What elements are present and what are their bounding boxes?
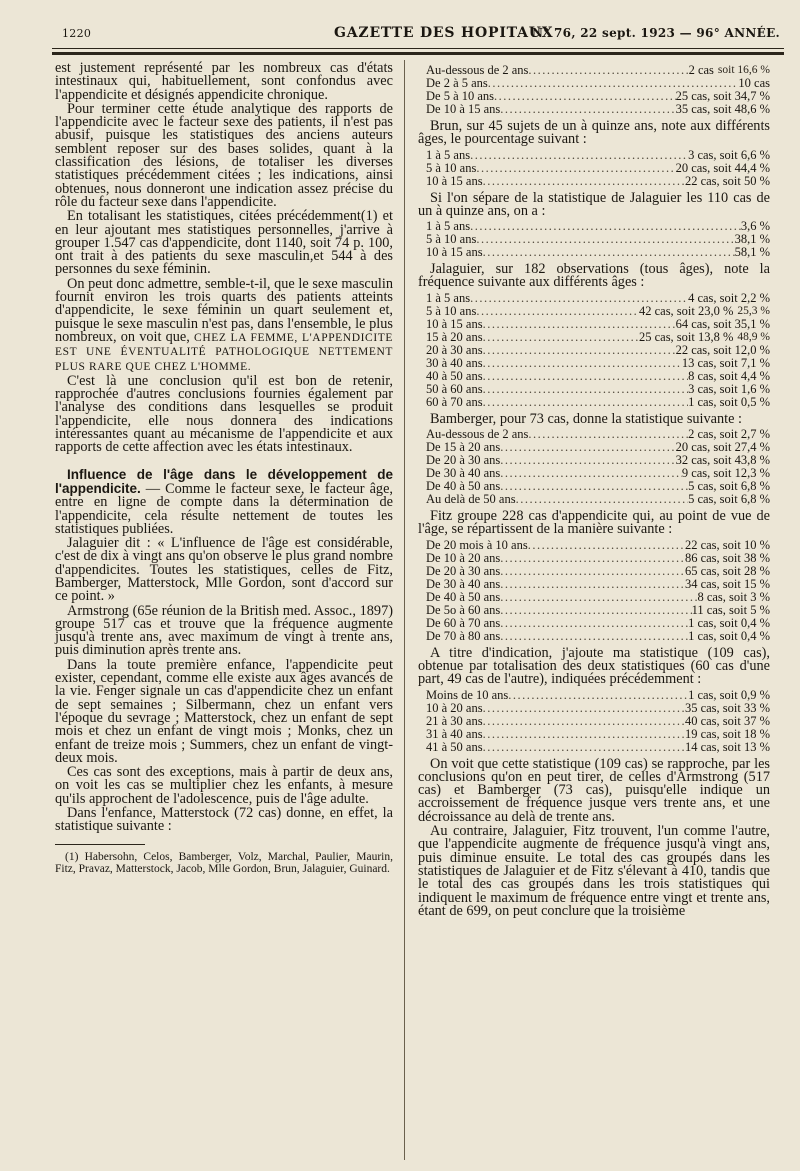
stat-label: De 20 mois à 10 ans — [426, 537, 528, 552]
stat-row — [426, 357, 770, 370]
stat-value: 58,1 % — [734, 245, 770, 260]
stat-label: Au-dessous de 2 ans — [426, 63, 529, 77]
stat-row — [426, 383, 770, 396]
stat-value: 1 cas, soit 0,9 % — [688, 687, 770, 702]
paragraph: Dans l'enfance, Matterstock (72 cas) donne, en effet, la statistique suivante : — [55, 805, 393, 835]
stat-label: 40 à 50 ans — [426, 368, 483, 383]
leader-dots — [500, 591, 697, 604]
stat-table-jalaguier-all — [426, 292, 770, 409]
stat-value: 10 cas — [738, 76, 770, 90]
leader-dots — [483, 175, 685, 188]
stat-label: De 40 à 50 ans — [426, 589, 501, 604]
stat-label: 60 à 70 ans — [426, 394, 483, 409]
stat-label: De 40 à 50 ans — [426, 479, 501, 494]
leader-dots — [483, 715, 685, 728]
stat-value: 1 cas, soit 0,5 % — [688, 394, 770, 409]
leader-dots — [500, 617, 688, 630]
leader-dots — [508, 689, 688, 702]
leader-dots — [500, 441, 675, 454]
stat-group-total: soit 16,6 % — [717, 64, 770, 76]
leader-dots — [500, 454, 675, 467]
leader-dots — [500, 630, 688, 643]
stat-row — [426, 175, 770, 188]
stat-row — [426, 162, 770, 175]
leader-dots — [483, 246, 735, 259]
stat-label: 21 à 30 ans — [426, 713, 483, 728]
paragraph: Bamberger, pour 73 cas, donne la statistique suivante : — [430, 410, 743, 427]
stat-row — [426, 292, 770, 305]
stat-row — [426, 318, 770, 331]
stat-value: 38,1 % — [734, 232, 770, 247]
stat-label: 1 à 5 ans — [426, 290, 471, 305]
leader-dots — [476, 162, 675, 175]
stat-value: 8 cas, soit 4,4 % — [688, 368, 770, 383]
stat-value: 20 cas, soit 44,4 % — [675, 160, 770, 175]
stat-value: 35 cas, soit 48,6 % — [675, 102, 770, 116]
leader-dots — [494, 90, 676, 103]
page-header — [52, 24, 780, 46]
stat-value: 22 cas, soit 12,0 % — [675, 342, 770, 357]
leader-dots — [483, 370, 688, 383]
footnote-rule — [55, 844, 145, 845]
stat-label: De 20 à 30 ans — [426, 453, 501, 468]
stat-value: 13 cas, soit 7,1 % — [681, 355, 770, 370]
stat-label: 20 à 30 ans — [426, 342, 483, 357]
stat-value: 4 cas, soit 2,2 % — [688, 290, 770, 305]
stat-row — [426, 103, 770, 116]
stat-label: 41 à 50 ans — [426, 739, 483, 754]
footnote: (1) Habersohn, Celos, Bamberger, Volz, Marchal, Paulier, Maurin, Fitz, Pravaz, Matterstock, Jacob, Mlle Gordon, Brun, Jalaguier, Guinard. — [55, 850, 393, 875]
stat-value: 3,6 % — [740, 219, 770, 234]
stat-label: De 5o à 60 ans — [426, 602, 501, 617]
paragraph-text: — Comme le facteur sexe, le facteur âge, entre en ligne de compte dans la détermination de l'appendicite, cela résulte nettement de toutes les statistiques publiées. — [55, 480, 393, 537]
stat-table-bamberger — [426, 428, 770, 506]
leader-dots — [483, 383, 688, 396]
stat-table-fitz — [426, 539, 770, 643]
stat-label: 5 à 10 ans — [426, 303, 477, 318]
stat-label: De 30 à 40 ans — [426, 466, 501, 481]
stat-value: 32 cas, soit 43,8 % — [675, 453, 770, 468]
stat-label: De 70 à 80 ans — [426, 628, 501, 643]
stat-label: De 60 à 70 ans — [426, 615, 501, 630]
leader-dots — [476, 233, 734, 246]
stat-label: 30 à 40 ans — [426, 355, 483, 370]
stat-value: 22 cas, soit 10 % — [684, 537, 770, 552]
header-rule-thick — [52, 52, 784, 55]
stat-label: Au delà de 50 ans — [426, 492, 516, 507]
leader-dots — [483, 331, 639, 344]
stat-label: 10 à 15 ans — [426, 173, 483, 188]
stat-value: 34 cas, soit 15 % — [684, 576, 770, 591]
stat-row — [426, 578, 770, 591]
section-heading: Influence de l'âge dans le développement de l'appendicite. — [55, 466, 393, 496]
stat-row — [426, 702, 770, 715]
stat-row — [426, 630, 770, 643]
stat-label: Au-dessous de 2 ans — [426, 427, 529, 442]
stat-value: 86 cas, soit 38 % — [684, 550, 770, 565]
leader-dots — [500, 552, 685, 565]
stat-value: 42 cas, soit 23,0 % — [638, 303, 734, 318]
leader-dots — [516, 493, 689, 506]
column-separator — [404, 60, 405, 1160]
leader-dots — [483, 318, 676, 331]
paragraph: Si l'on sépare de la statistique de Jalaguier les 110 cas de un à quinze ans, on a : — [418, 189, 770, 219]
leader-dots — [483, 728, 685, 741]
left-column — [55, 62, 393, 876]
stat-row — [426, 246, 770, 259]
stat-value: 2 cas, soit 2,7 % — [688, 427, 770, 442]
header-rule-thin — [52, 48, 784, 49]
paragraph: A titre d'indication, j'ajoute ma statistique (109 cas), obtenue par totalisation des deux statistiques (60 cas d'une part, 49 cas de l'autre), indiquées précédemment : — [418, 644, 770, 688]
stat-label: De 10 à 20 ans — [426, 550, 501, 565]
stat-group-total: 48,9 % — [737, 330, 770, 343]
stat-value: 5 cas, soit 6,8 % — [688, 492, 770, 507]
stat-row — [426, 591, 770, 604]
stat-value: 35 cas, soit 33 % — [684, 700, 770, 715]
stat-value: 1 cas, soit 0,4 % — [688, 628, 770, 643]
paragraph: Jalaguier dit : « L'influence de l'âge est considérable, c'est de dix à vingt ans qu'on observe le plus grand nombre d'appendicites. Toutes les statistiques, celles de Fitz, Bamberger, Matterstock, Mlle Gordon, sont d'accord sur ce point. » — [55, 535, 393, 605]
stat-row — [426, 305, 770, 318]
stat-row — [426, 370, 770, 383]
leader-dots — [528, 539, 685, 552]
leader-dots — [500, 103, 675, 116]
stat-label: De 30 à 40 ans — [426, 576, 501, 591]
page-number: 1220 — [62, 27, 92, 40]
stat-row — [426, 617, 770, 630]
stat-row — [426, 493, 770, 506]
paragraph: Jalaguier, sur 182 observations (tous âges), note la fréquence suivante aux différents âges : — [418, 261, 770, 291]
stat-row — [426, 741, 770, 754]
leader-dots — [483, 702, 685, 715]
paragraph: Dans la toute première enfance, l'appendicite peut exister, cependant, comme elle existe aux âges avancés de la vie. Fenger signale un cas d'appendicite chez un enfant de sept semaines ; Silbermann, chez un enfant vers l'époque du sevrage ; Matterstock, chez un enfant de sept mois et chez un enfant de vingt mois ; Monks, chez un enfant de treize mois ; Summers, chez un enfant de vingt-deux mois. — [55, 656, 393, 766]
leader-dots — [470, 292, 688, 305]
leader-dots — [500, 604, 691, 617]
stat-label: 5 à 10 ans — [426, 160, 477, 175]
leader-dots — [483, 357, 682, 370]
stat-row — [426, 396, 770, 409]
emphasized-conclusion: CHEZ LA FEMME, L'APPENDICITE EST UNE ÉVENTUALITÉ PATHOLOGIQUE NETTEMENT PLUS RARE QUE CHEZ L'HOMME. — [55, 331, 393, 373]
stat-value: 3 cas, soit 6,6 % — [688, 147, 770, 162]
leader-dots — [500, 578, 685, 591]
leader-dots — [500, 565, 685, 578]
stat-label: 10 à 15 ans — [426, 316, 483, 331]
leader-dots — [476, 305, 639, 318]
stat-label: De 15 à 20 ans — [426, 440, 501, 455]
stat-value: 20 cas, soit 27,4 % — [675, 440, 770, 455]
stat-row — [426, 715, 770, 728]
stat-table-author — [426, 689, 770, 754]
stat-row — [426, 220, 770, 233]
stat-value: 25 cas, soit 34,7 % — [675, 89, 770, 103]
stat-label: De 20 à 30 ans — [426, 563, 501, 578]
leader-dots — [483, 741, 685, 754]
leader-dots — [483, 396, 688, 409]
stat-row — [426, 565, 770, 578]
stat-row — [426, 689, 770, 702]
leader-dots — [483, 344, 676, 357]
paragraph: Fitz groupe 228 cas d'appendicite qui, au point de vue de l'âge, se répartissent de la manière suivante : — [418, 508, 770, 538]
stat-label: 15 à 20 ans — [426, 329, 483, 344]
stat-value: 22 cas, soit 50 % — [684, 173, 770, 188]
leader-dots — [470, 149, 688, 162]
paragraph: Brun, sur 45 sujets de un à quinze ans, note aux différents âges, le pourcentage suivant : — [418, 118, 770, 148]
stat-label: De 2 à 5 ans — [426, 76, 488, 90]
stat-value: 11 cas, soit 5 % — [691, 602, 770, 617]
stat-table-brun — [426, 149, 770, 188]
stat-label: De 10 à 15 ans — [426, 102, 501, 116]
leader-dots — [528, 428, 688, 441]
stat-group-total: 25,3 % — [737, 304, 770, 317]
stat-value: 14 cas, soit 13 % — [684, 739, 770, 754]
paragraph-text: On peut donc admettre, semble-t-il, que le sexe masculin fournit environ les trois quarts des patients atteints d'appendicite, le sexe féminin un quart seulement et, puisque le sexe masculin n'est pas, dans l'ensemble, le plus nombreux, on voit que, — [55, 275, 393, 345]
stat-value: 40 cas, soit 37 % — [684, 713, 770, 728]
stat-row — [426, 539, 770, 552]
leader-dots — [500, 467, 682, 480]
paragraph: Armstrong (65e réunion de la British med. Assoc., 1897) groupe 517 cas et trouve que la fréquence augmente jusqu'à trente ans, avec maximum de vingt à trente ans, puis diminution après trente ans. — [55, 602, 393, 659]
stat-label: 1 à 5 ans — [426, 147, 471, 162]
stat-value: 3 cas, soit 1,6 % — [688, 381, 770, 396]
stat-value: 8 cas, soit 3 % — [697, 589, 770, 604]
stat-value: 65 cas, soit 28 % — [684, 563, 770, 578]
stat-label: 1 à 5 ans — [426, 219, 471, 234]
stat-label: Moins de 10 ans — [426, 687, 509, 702]
paragraph — [55, 468, 393, 536]
stat-value: 64 cas, soit 35,1 % — [675, 316, 770, 331]
leader-dots — [470, 220, 741, 233]
stat-value: 2 cas — [688, 63, 714, 77]
paragraph: C'est là une conclusion qu'il est bon de retenir, rapprochée d'autres conclusions fournies également par l'analyse des conditions dans lesquelles se produit l'appendicite, elle nous donnera des indications intéressantes quant au mécanisme de l'appendicite et aux rapports de cette affection avec les états intestinaux. — [55, 372, 393, 456]
stat-row — [426, 344, 770, 357]
paragraph: En totalisant les statistiques, citées précédemment(1) et en leur ajoutant mes statistiques personnelles, j'arrive à grouper 1.547 cas d'appendicite, dont 1140, soit 74 p. 100, ont trait à des patients du sexe masculin,et 544 à des personnes du sexe féminin. — [55, 208, 393, 278]
stat-label: 50 à 60 ans — [426, 381, 483, 396]
stat-row — [426, 331, 770, 344]
stat-value: 5 cas, soit 6,8 % — [688, 479, 770, 494]
stat-table-matterstock — [426, 64, 770, 116]
stat-row — [426, 604, 770, 617]
paragraph: Au contraire, Jalaguier, Fitz trouvent, l'un comme l'autre, que l'appendicite augmente de fréquence jusqu'à vingt ans, puis diminue ensuite. Le total des cas groupés dans les statistiques de Jalaguier et de Fitz s'élevant à 410, tandis que le total des cas groupés dans les trois statistiques qui indiquent le maximum de fréquence entre vingt et trente ans, étant de 699, on peut conclure que la troisième — [418, 823, 770, 919]
journal-title: GAZETTE DES HOPITAUX — [334, 25, 554, 41]
stat-table-jalaguier-children — [426, 220, 770, 259]
leader-dots — [528, 64, 688, 77]
stat-label: 5 à 10 ans — [426, 232, 477, 247]
right-column — [418, 62, 770, 919]
stat-value: 9 cas, soit 12,3 % — [681, 466, 770, 481]
issue-info: N° 76, 22 sept. 1923 — 96° ANNÉE. — [531, 26, 780, 40]
paragraph: On voit que cette statistique (109 cas) se rapproche, par les conclusions qu'on en peut tirer, de celles d'Armstrong (517 cas) et Bamberger (73 cas), puisqu'elle indique un accroissement de fréquence jusque vers trente ans, et une décroissance au delà de trente ans. — [418, 755, 770, 825]
stat-label: 31 à 40 ans — [426, 726, 483, 741]
stat-label: De 5 à 10 ans — [426, 89, 495, 103]
leader-dots — [500, 480, 688, 493]
stat-value: 1 cas, soit 0,4 % — [688, 615, 770, 630]
stat-label: 10 à 15 ans — [426, 245, 483, 260]
stat-label: 10 à 20 ans — [426, 700, 483, 715]
stat-row — [426, 149, 770, 162]
stat-row — [426, 728, 770, 741]
stat-row — [426, 552, 770, 565]
paragraph: est justement représenté par les nombreux cas d'états intestinaux qui, habituellement, sont confondus avec l'appendicite et désignés appendicite chronique. — [55, 60, 393, 103]
paragraph: Ces cas sont des exceptions, mais à partir de deux ans, on voit les cas se multiplier chez les enfants, à mesure qu'ils approchent de l'adolescence, puis de l'âge adulte. — [55, 764, 393, 807]
stat-value: 19 cas, soit 18 % — [684, 726, 770, 741]
paragraph — [55, 275, 393, 374]
paragraph: Pour terminer cette étude analytique des rapports de l'appendicite avec le facteur sexe des patients, il n'est pas abusif, puisque les statistiques des anciens auteurs semblent reposer sur des bases solides, quant à la classification des lésions, de totaliser les diverses statistiques précédemment citées ; les indications, ainsi obtenues, nous donneront une indication assez précise du rôle du facteur sexe dans l'appendicite. — [55, 100, 393, 210]
stat-value: 25 cas, soit 13,8 % — [638, 329, 734, 344]
